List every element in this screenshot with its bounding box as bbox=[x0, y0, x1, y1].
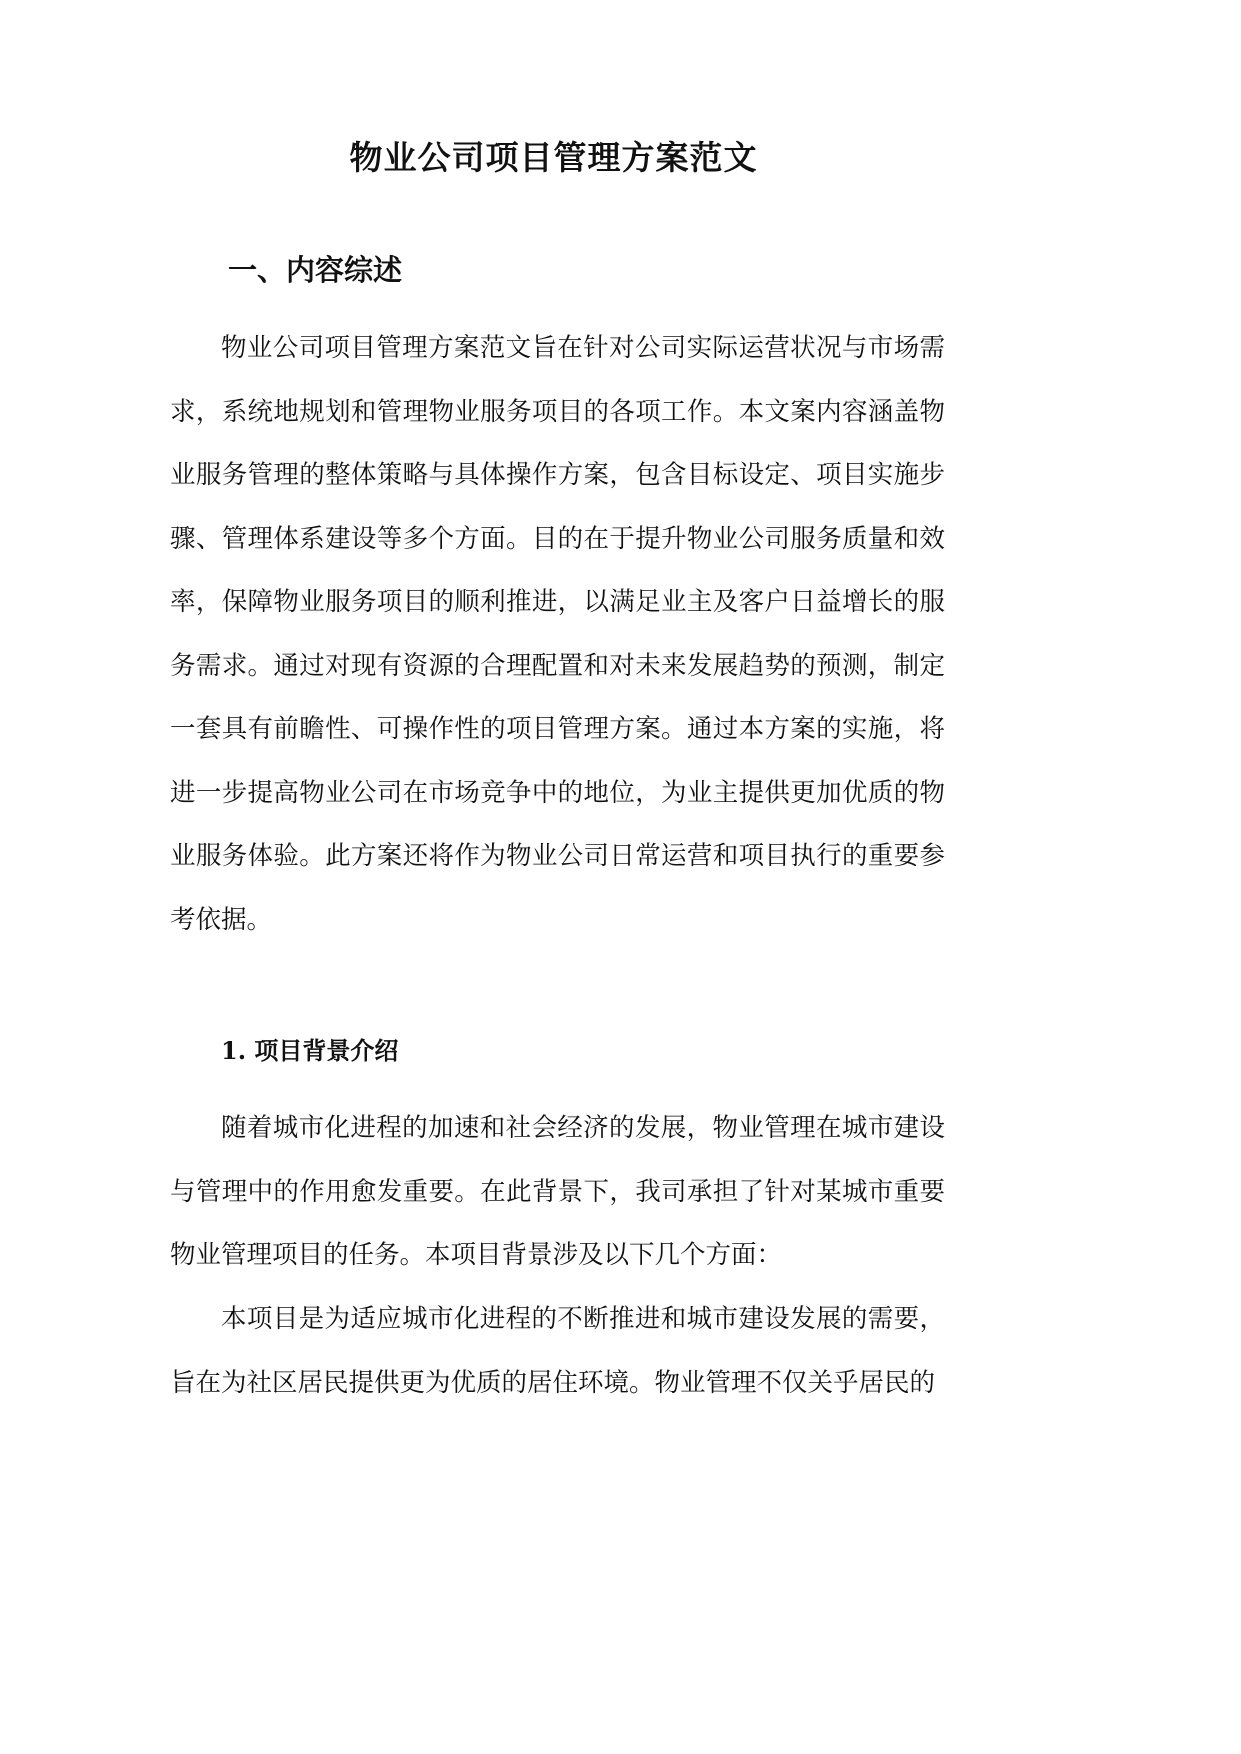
background-paragraph-2: 本项目是为适应城市化进程的不断推进和城市建设发展的需要，旨在为社区居民提供更为优质的居住环境。物业管理不仅关乎居民的 bbox=[170, 1304, 945, 1398]
background-paragraph-1: 随着城市化进程的加速和社会经济的发展，物业管理在城市建设与管理中的作用愈发重要。在此背景下，我司承担了针对某城市重要物业管理项目的任务。本项目背景涉及以下几个方面： bbox=[170, 1113, 945, 1270]
overview-paragraph: 物业公司项目管理方案范文旨在针对公司实际运营状况与市场需求，系统地规划和管理物业服务项目的各项工作。本文案内容涵盖物业服务管理的整体策略与具体操作方案，包含目标设定、项目实施步骤、管理体系建设等多个方面。目的在于提升物业公司服务质量和效率，保障物业服务项目的顺利推进，以满足业主及客户日益增长的服务需求。通过对现有资源的合理配置和对未来发展趋势的预测，制定一套具有前瞻性、可操作性的项目管理方案。通过本方案的实施，将进一步提高物业公司在市场竞争中的地位，为业主提供更加优质的物业服务体验。此方案还将作为物业公司日常运营和项目执行的重要参考依据。 bbox=[170, 333, 945, 935]
subsection-heading-background: 1. 项目背景介绍 bbox=[221, 1036, 399, 1065]
section-heading-overview: 一、内容综述 bbox=[228, 253, 403, 287]
document-title: 物业公司项目管理方案范文 bbox=[349, 138, 758, 177]
